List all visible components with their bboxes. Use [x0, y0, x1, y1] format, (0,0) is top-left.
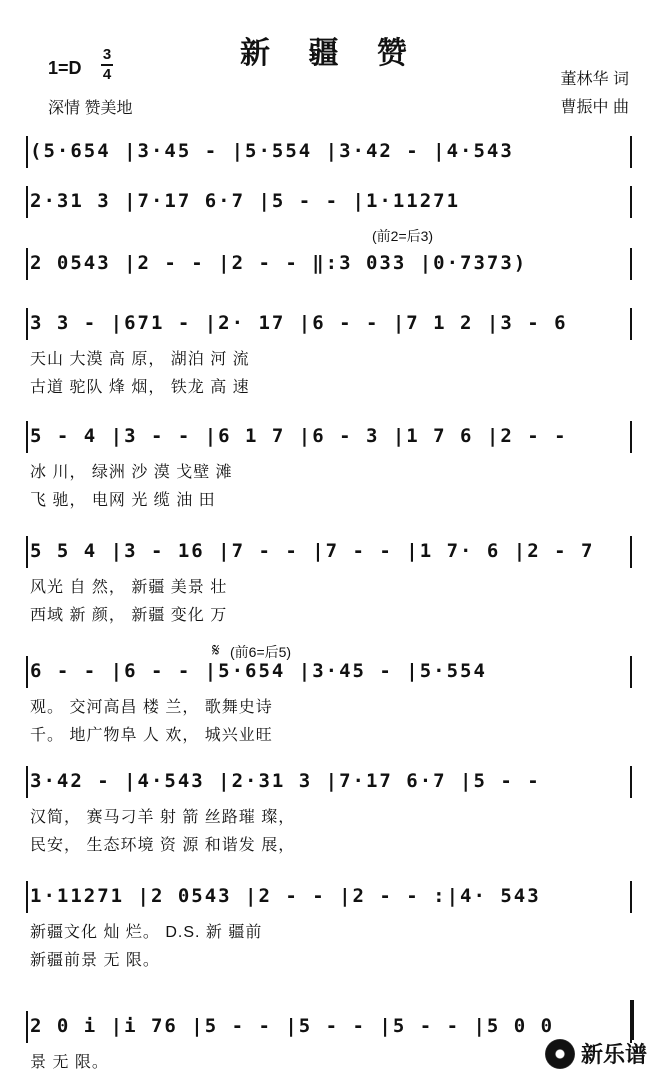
barline: [630, 766, 632, 798]
barline: [26, 766, 28, 798]
barline: [630, 656, 632, 688]
barline: [630, 536, 632, 568]
barline: [26, 536, 28, 568]
barline: [26, 881, 28, 913]
barline: [26, 308, 28, 340]
notes-row: 5 - 4 |3 - - |6 1 7 |6 - 3 |1 7 6 |2 - -: [30, 425, 568, 447]
lyric-line-1: 汉简， 赛马刁羊 射 箭 丝路璀 璨，: [30, 809, 296, 826]
repeat-note-2: (前6=后5): [230, 644, 292, 660]
lyric-line-2: 西域 新 颜， 新疆 变化 万: [30, 607, 228, 624]
lyric-line-2: 民安， 生态环境 资 源 和谐发 展，: [30, 837, 296, 854]
song-title: 新 疆 赞: [240, 36, 421, 71]
time-sig-bottom: 4: [102, 66, 112, 83]
barline: [630, 421, 632, 453]
barline: [26, 186, 28, 218]
disc-icon: [545, 1039, 575, 1069]
barline: [630, 186, 632, 218]
notes-row: 2·31 3 |7·17 6·7 |5 - - |1·11271: [30, 190, 461, 212]
notes-row: 2 0 i |i 76 |5 - - |5 - - |5 - - |5 0 0: [30, 1015, 555, 1037]
final-barline: [630, 1000, 634, 1040]
lyric-line-1: 观。 交河高昌 楼 兰， 歌舞史诗: [30, 699, 273, 716]
repeat-note-1: (前2=后3): [372, 228, 434, 244]
notes-row: 6 - - |6 - - |5·654 |3·45 - |5·554: [30, 660, 487, 682]
lyric-line-2: 古道 驼队 烽 烟， 铁龙 高 速: [30, 379, 250, 396]
lyric-line-1: 风光 自 然， 新疆 美景 壮: [30, 579, 228, 596]
lyric-line-1: 冰 川， 绿洲 沙 漠 戈壁 滩: [30, 464, 233, 481]
barline: [26, 248, 28, 280]
composer: 曹振中 曲: [560, 99, 629, 116]
time-sig-top: 3: [102, 46, 112, 63]
lyric-line-1: 天山 大漠 高 原， 湖泊 河 流: [30, 351, 250, 368]
notes-row: (5·654 |3·45 - |5·554 |3·42 - |4·543: [30, 140, 514, 162]
barline: [630, 881, 632, 913]
notes-row: 5 5 4 |3 - 16 |7 - - |7 - - |1 7· 6 |2 - 7: [30, 540, 595, 562]
barline: [26, 656, 28, 688]
lyric-line-1: 景 无 限。: [30, 1054, 109, 1071]
barline: [630, 136, 632, 168]
key-signature: 1=D: [48, 58, 82, 78]
lyric-line-2: 千。 地广物阜 人 欢， 城兴业旺: [30, 727, 273, 744]
lyricist: 董林华 词: [560, 71, 629, 88]
barline: [26, 421, 28, 453]
lyric-line-1: 新疆文化 灿 烂。 D.S. 新 疆前: [30, 924, 263, 941]
logo-text: 新乐谱: [580, 1043, 647, 1068]
notes-row: 3·42 - |4·543 |2·31 3 |7·17 6·7 |5 - -: [30, 770, 541, 792]
lyric-line-2: 新疆前景 无 限。: [30, 952, 160, 969]
notes-row: 3 3 - |671 - |2· 17 |6 - - |7 1 2 |3 - 6: [30, 312, 568, 334]
notes-row: 1·11271 |2 0543 |2 - - |2 - - :|4· 543: [30, 885, 541, 907]
time-signature: [100, 46, 114, 84]
barline: [26, 136, 28, 168]
barline: [630, 308, 632, 340]
segno-icon: 𝄋: [212, 640, 220, 660]
notes-row: 2 0543 |2 - - |2 - - ‖:3 033 |0·7373): [30, 252, 528, 274]
lyric-line-2: 飞 驰， 电网 光 缆 油 田: [30, 492, 216, 509]
logo: [545, 1038, 647, 1069]
barline: [26, 1011, 28, 1043]
tempo-marking: 深情 赞美地: [48, 100, 133, 117]
barline: [630, 248, 632, 280]
